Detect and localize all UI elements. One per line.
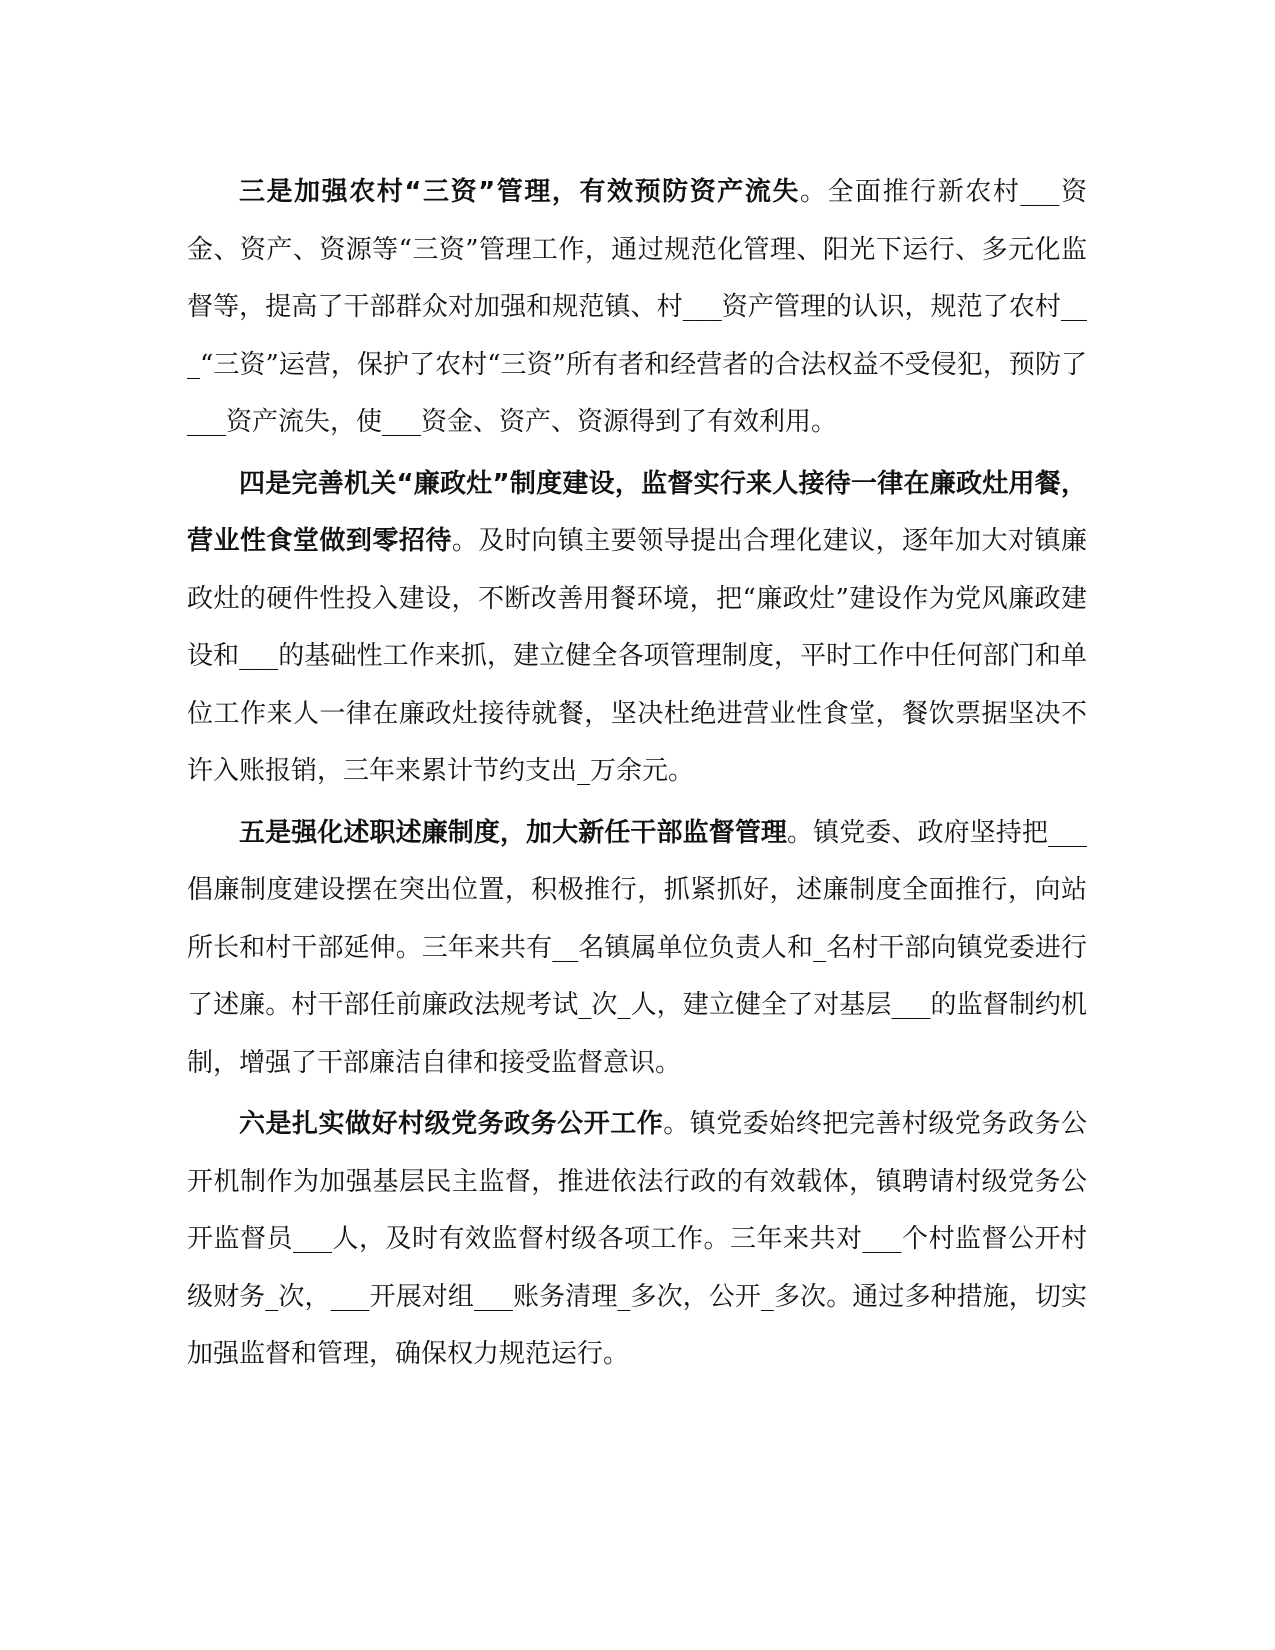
- paragraph-text: 。镇党委始终把完善村级党务政务公开机制作为加强基层民主监督，推进依法行政的有效载体，镇聘请村级党务公开监督员___人，及时有效监督村级各项工作。三年来共对___个村监督公开村级财务_次，___开展对组___账务清理_多次，公开_多次。通过多种措施，切实加强监督和管理，确保权力规范运行。: [187, 1109, 1087, 1369]
- paragraph-lead: 三是加强农村“三资”管理，有效预防资产流失: [239, 177, 800, 207]
- paragraph-three-assets: [187, 164, 1087, 452]
- paragraph-clean-canteen: [187, 456, 1087, 801]
- paragraph-lead: 四是完善机关“廉政灶”制度建设，监督实行来人接待一律在廉政灶用餐，营业性食堂做到零招待: [187, 468, 1087, 556]
- paragraph-duty-report: [187, 805, 1087, 1093]
- paragraph-affairs-disclosure: [187, 1096, 1087, 1384]
- document-body: [187, 164, 1087, 1384]
- paragraph-lead: 六是扎实做好村级党务政务公开工作: [239, 1109, 664, 1139]
- paragraph-text: 。镇党委、政府坚持把___倡廉制度建设摆在突出位置，积极推行，抓紧抓好，述廉制度全面推行，向站所长和村干部延伸。三年来共有__名镇属单位负责人和_名村干部向镇党委进行了述廉。村干部任前廉政法规考试_次_人，建立健全了对基层___的监督制约机制，增强了干部廉洁自律和接受监督意识。: [187, 817, 1087, 1078]
- paragraph-text: 。及时向镇主要领导提出合理化建议，逐年加大对镇廉政灶的硬件性投入建设，不断改善用餐环境，把“廉政灶”建设作为党风廉政建设和___的基础性工作来抓，建立健全各项管理制度，平时工作中任何部门和单位工作来人一律在廉政灶接待就餐，坚决杜绝进营业性食堂，餐饮票据坚决不许入账报销，三年来累计节约支出_万余元。: [187, 526, 1087, 786]
- paragraph-lead: 五是强化述职述廉制度，加大新任干部监督管理: [239, 817, 788, 848]
- paragraph-text: 。全面推行新农村___资金、资产、资源等“三资”管理工作，通过规范化管理、阳光下运行、多元化监督等，提高了干部群众对加强和规范镇、村___资产管理的认识，规范了农村___“三资”运营，保护了农村“三资”所有者和经营者的合法权益不受侵犯，预防了___资产流失，使___资金、资产、资源得到了有效利用。: [187, 177, 1087, 437]
